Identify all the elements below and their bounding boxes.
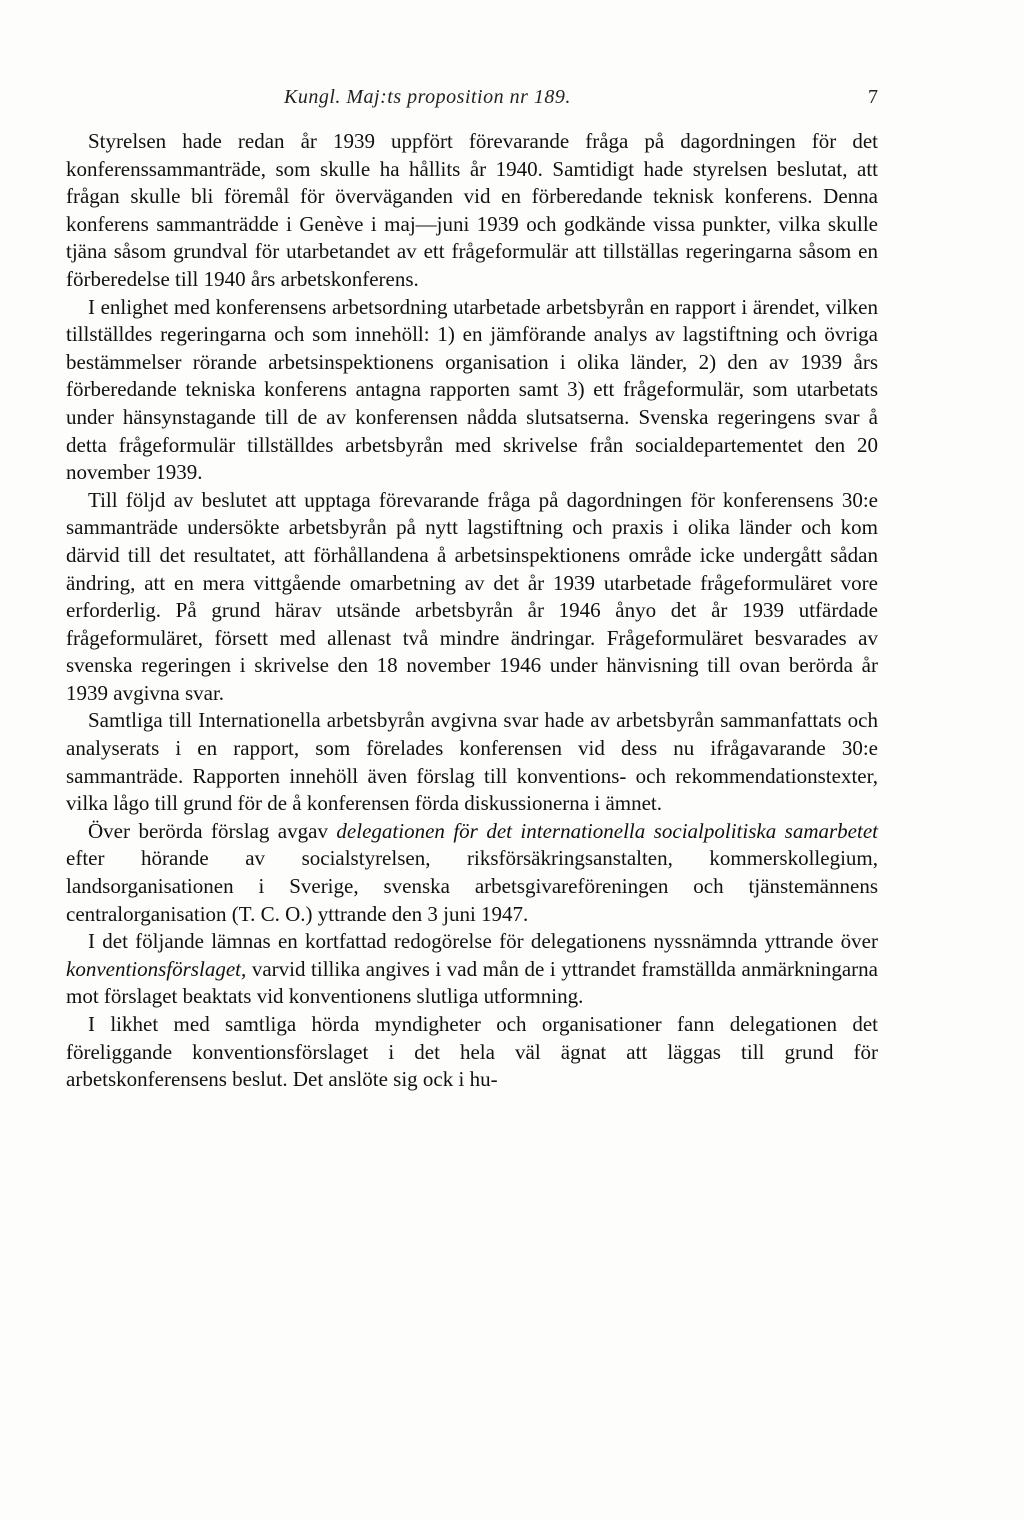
paragraph-2: I enlighet med konferensens arbetsordning utarbetade arbetsbyrån en rapport i ärendet, vilken tillställdes regeringarna och som innehöll: 1) en jämförande analys av lagstiftning och övriga bestämmelser rörande arbetsinspektionens organisation i olika länder, 2) den av 1939 års förberedande tekniska konferens antagna rapporten samt 3) ett frågeformulär, som utarbetats under hänsynstagande till de av konferensen nådda slutsatserna. Svenska regeringens svar å detta frågeformulär tillställdes arbetsbyrån med skrivelse från socialdepartementet den 20 november 1939. bbox=[66, 294, 878, 485]
body-text bbox=[66, 128, 878, 1094]
paragraph-4: Samtliga till Internationella arbetsbyrån avgivna svar hade av arbetsbyrån sammanfattats och analyserats i en rapport, som förelades konferensen vid dess nu ifrågavarande 30:e sammanträde. Rapporten innehöll även förslag till konventions- och rekommendationstexter, vilka lågo till grund för de å konferensen förda diskussionerna i ämnet. bbox=[66, 708, 878, 816]
running-title: Kungl. Maj:ts proposition nr 189. bbox=[284, 86, 571, 108]
paragraph-1: Styrelsen hade redan år 1939 uppfört förevarande fråga på dagordningen för det konferenssammanträde, som skulle ha hållits år 1940. Samtidigt hade styrelsen beslutat, att frågan skulle bli föremål för överväganden vid en förberedande teknisk konferens. Denna konferens sammanträdde i Genève i maj—juni 1939 och godkände vissa punkter, vilka skulle tjäna såsom grundval för utarbetandet av ett frågeformulär att tillställas regeringarna såsom en förberedelse till 1940 års arbetskonferens. bbox=[66, 129, 878, 291]
paragraph-6-lead: I det följande lämnas en kortfattad redogörelse för delegationens nyssnämnda yttrande över bbox=[88, 929, 878, 954]
paragraph-3: Till följd av beslutet att upptaga förevarande fråga på dagordningen för konferensens 30:e sammanträde undersökte arbetsbyrån på nytt lagstiftning och praxis i olika länder och kom därvid till det resultatet, att förhållandena å arbetsinspektionens område icke undergått sådan ändring, att en mera vittgående omarbetning av det år 1939 utarbetade frågeformuläret vore erforderlig. På grund härav utsände arbetsbyrån år 1946 ånyo det år 1939 utfärdade frågeformuläret, försett med allenast två mindre ändringar. Frågeformuläret besvarades av svenska regeringen i skrivelse den 18 november 1946 under hänvisning till ovan berörda år 1939 avgivna svar. bbox=[66, 487, 878, 705]
paragraph-5-tail: efter hörande av socialstyrelsen, riksförsäkringsanstalten, kommerskollegium, landsorganisationen i Sverige, svenska arbetsgivareföreningen och tjänstemännens centralorganisation (T. C. O.) yttrande den 3 juni 1947. bbox=[66, 846, 878, 926]
page-header bbox=[66, 86, 878, 116]
paragraph-7: I likhet med samtliga hörda myndigheter och organisationer fann delegationen det föreliggande konventionsförslaget i det hela väl ägnat att läggas till grund för arbetskonferensens beslut. Det anslöte sig ock i hu- bbox=[66, 1012, 878, 1092]
paragraph-6 bbox=[66, 928, 878, 1011]
paragraph-5 bbox=[66, 818, 878, 928]
paragraph-5-lead: Över berörda förslag avgav bbox=[88, 818, 337, 843]
page-number: 7 bbox=[868, 86, 878, 108]
paragraph-5-emphasis: delegationen för det internationella socialpolitiska samarbetet bbox=[336, 818, 878, 843]
paragraph-6-tail: varvid tillika angives i vad mån de i yttrandet framställda anmärkningarna mot förslaget beaktats vid konventionens slutliga utformning. bbox=[66, 956, 878, 1009]
paragraph-6-emphasis: konventionsförslaget, bbox=[66, 956, 247, 981]
